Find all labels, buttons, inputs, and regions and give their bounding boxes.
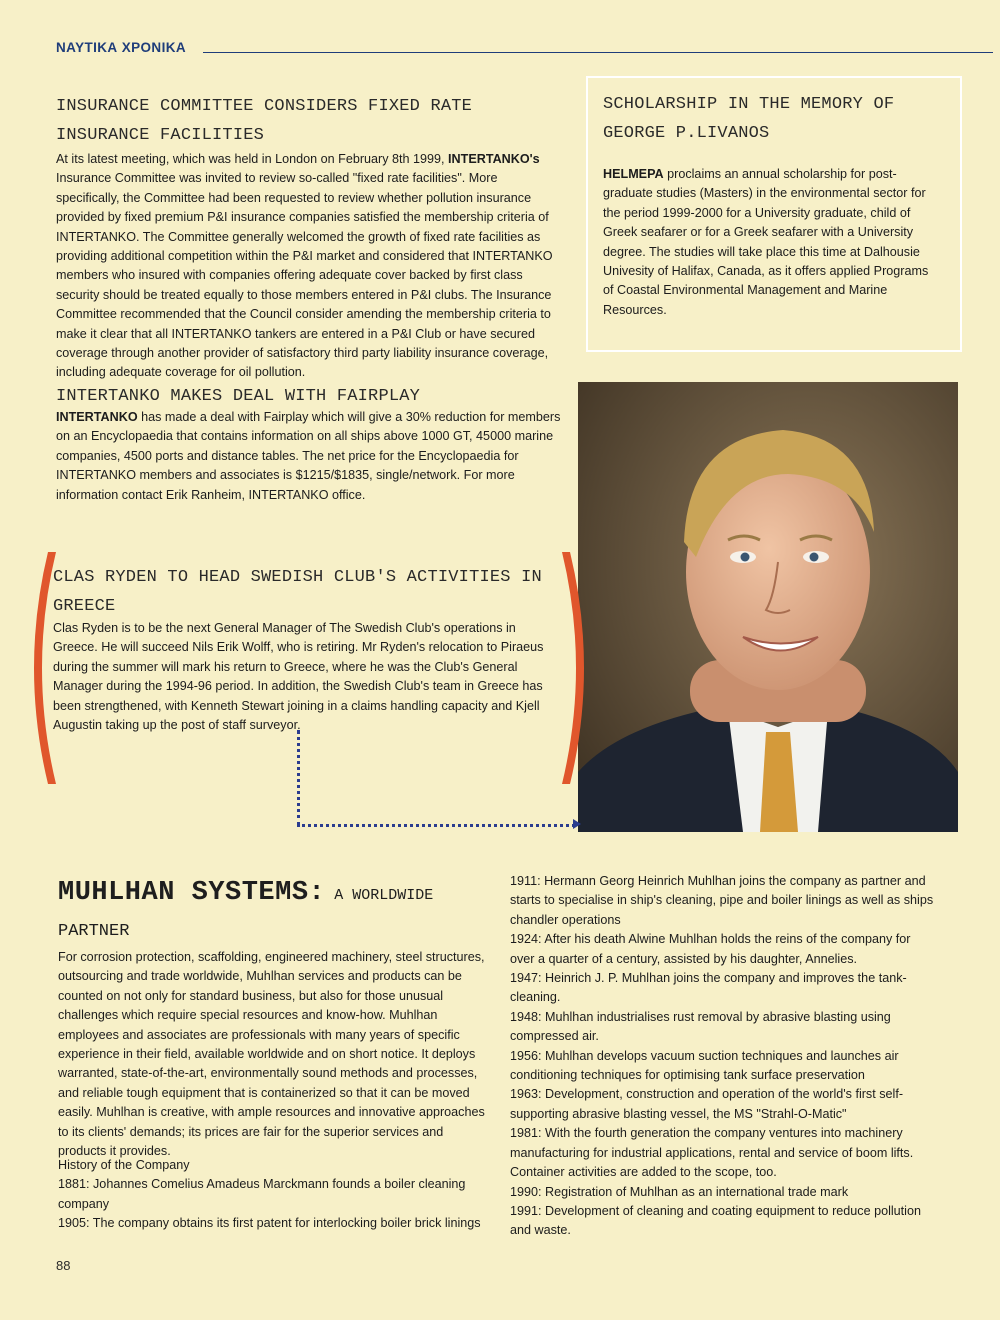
muhlhan-title-big: MUHLHAN SYSTEMS: bbox=[58, 878, 326, 908]
portrait-illustration bbox=[578, 382, 958, 832]
muhlhan-body: For corrosion protection, scaffolding, engineered machinery, steel structures, outsourcing and trade worldwide, Muhlhan services and products can be counted on not only for standard business, but also for those unusual challenges which require special resources and know-how. Muhlhan employees and associates are professionals with many years of specific experience in their field, available worldwide and on short notice. It deploys warranted, state-of-the-art, environmentally sound methods and processes, and reliable tough equipment that is containerized so that it can be moved easily. Muhlhan is creative, with ample resources and innovative approaches to its clients' demands; its prices are fair for the superior services and products it provides. bbox=[58, 950, 485, 1159]
masthead: ΝΑΥΤΙΚΑ ΧΡΟΝΙΚΑ bbox=[56, 40, 187, 55]
muhlhan-title bbox=[58, 878, 508, 908]
insurance-body-intro: At its latest meeting, which was held in London on February 8th 1999, bbox=[56, 152, 449, 166]
history-right-column bbox=[510, 872, 938, 1241]
history-entry: 1924: After his death Alwine Muhlhan holds the reins of the company for over a quarter of a century, assisted by his daughter, Annelies. bbox=[510, 932, 911, 966]
clas-body: Clas Ryden is to be the next General Manager of The Swedish Club's operations in Greece. He will succeed Nils Erik Wolff, who is retiring. Mr Ryden's relocation to Piraeus during the summer will mark his return to Greece, where he was the Club's General Manager during the 1994-96 period. In addition, the Swedish Club's team in Greece has been strengthened, with Kenneth Stewart joining in a claims handling capacity and Kjell Augustin taking up the post of staff surveyor. bbox=[53, 621, 544, 733]
history-left-column bbox=[58, 1156, 488, 1234]
fairplay-body-org: INTERTANKO bbox=[56, 410, 138, 424]
fairplay-heading: INTERTANKO MAKES DEAL WITH FAIRPLAY bbox=[56, 387, 421, 406]
scholarship-body bbox=[603, 165, 937, 320]
insurance-body bbox=[56, 150, 562, 383]
insurance-heading: INSURANCE COMMITTEE CONSIDERS FIXED RATE INSURANCE FACILITIES bbox=[56, 97, 473, 145]
scholarship-body-org: HELMEPA bbox=[603, 167, 664, 181]
insurance-body-rest: Insurance Committee was invited to review so-called "fixed rate facilities". More specifically, the Committee had been requested to review whether pollution insurance provided by fixed premium P&I insurance companies satisfied the membership criteria of INTERTANKO. The Committee generally welcomed the growth of fixed rate facilities as providing additional competition within the P&I market and considered that INTERTANKO members who insured with companies offering adequate cover backed by first class security should be treated equally to those members entered in P&I clubs. The Insurance Committee recommended that the Council consider amending the membership criteria to make it clear that all INTERTANKO tankers are entered in a P&I Club or have secured coverage through another provider of satisfactory third party liability insurance coverage, including adequate coverage for oil pollution. bbox=[56, 171, 553, 380]
scholarship-heading: SCHOLARSHIP IN THE MEMORY OF GEORGE P.LIVANOS bbox=[603, 95, 895, 143]
dotted-connector-horizontal bbox=[297, 824, 575, 827]
history-entry: 1905: The company obtains its first patent for interlocking boiler brick linings bbox=[58, 1216, 481, 1231]
fairplay-body bbox=[56, 408, 562, 505]
history-entry: 1911: Hermann Georg Heinrich Muhlhan joins the company as partner and starts to specialise in ship's cleaning, pipe and boiler linings as well as ships chandler operations bbox=[510, 874, 934, 927]
dotted-connector-vertical bbox=[297, 730, 300, 826]
scholarship-body-rest: proclaims an annual scholarship for post-graduate studies (Masters) in the environmental sector for the period 1999-2000 for a University graduate, child of Greek seafarer or for a Greek seafarer with a University degree. The studies will take place this time at Dalhousie Univesity of Halifax, Canada, as it offers applied Programs of Coastal Environmental Management and Marine Resources. bbox=[603, 167, 929, 317]
history-heading: History of the Company bbox=[58, 1158, 190, 1172]
history-entry: 1881: Johannes Comelius Amadeus Marckmann founds a boiler cleaning company bbox=[58, 1177, 466, 1211]
muhlhan-subtitle: PARTNER bbox=[58, 922, 130, 941]
insurance-body-org: INTERTANKO's bbox=[448, 152, 540, 166]
history-entry: 1981: With the fourth generation the company ventures into machinery manufacturing for industrial applications, rental and service of boom lifts. Container activities are added to the scope, too. bbox=[510, 1126, 914, 1180]
history-entry: 1991: Development of cleaning and coating equipment to reduce pollution and waste. bbox=[510, 1203, 921, 1238]
fairplay-body-rest: has made a deal with Fairplay which will give a 30% reduction for members on an Encyclopaedia that contains information on all ships above 1000 GT, 45000 marine companies, 4500 ports and distance tables. The net price for the Encyclopaedia for INTERTANKO members and associates is $1215/$1835, single/network. For more information contact Erik Ranheim, INTERTANKO office. bbox=[56, 410, 561, 502]
history-entry: 1956: Muhlhan develops vacuum suction techniques and launches air conditioning techniques for optimising tank surface preservation bbox=[510, 1048, 899, 1083]
masthead-rule bbox=[203, 52, 993, 53]
history-entry: 1963: Development, construction and operation of the world's first self-supporting abrasive blasting vessel, the MS "Strahl-O-Matic" bbox=[510, 1087, 904, 1121]
muhlhan-title-small: A WORLDWIDE bbox=[325, 887, 434, 904]
history-entry: 1948: Muhlhan industrialises rust removal by abrasive blasting using compressed air. bbox=[510, 1009, 891, 1044]
portrait-photo bbox=[578, 382, 958, 832]
history-entry: 1990: Registration of Muhlhan as an international trade mark bbox=[510, 1184, 849, 1199]
arrow-right-icon bbox=[573, 819, 581, 829]
page-number: 88 bbox=[56, 1258, 71, 1273]
history-entry: 1947: Heinrich J. P. Muhlhan joins the company and improves the tank-cleaning. bbox=[510, 971, 907, 1005]
clas-heading: CLAS RYDEN TO HEAD SWEDISH CLUB'S ACTIVITIES IN GREECE bbox=[53, 568, 542, 616]
